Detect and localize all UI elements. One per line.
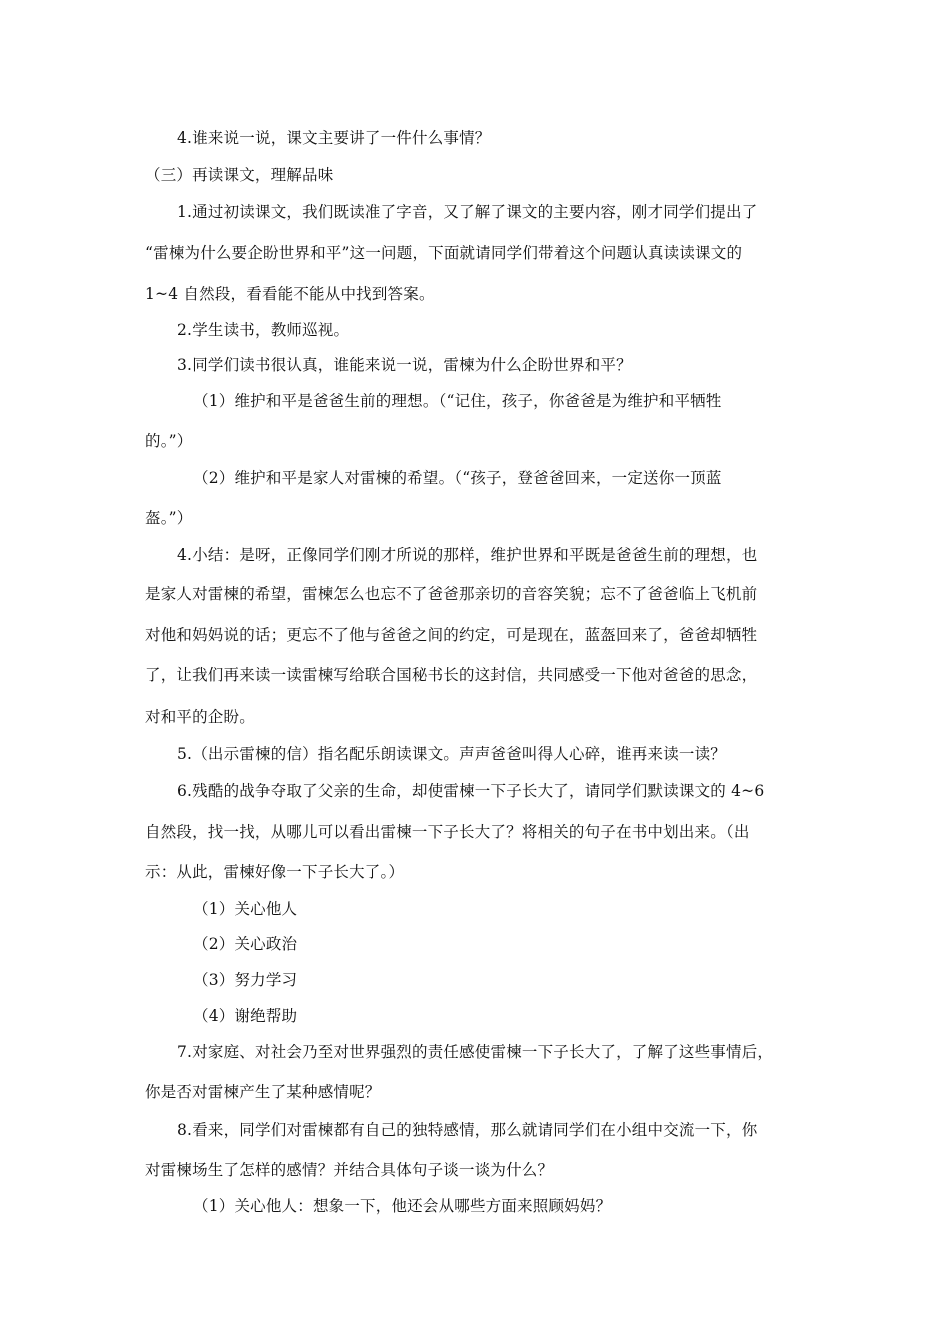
section-heading: （三）再读课文，理解品味 xyxy=(145,166,334,184)
text-line: 你是否对雷楝产生了某种感情呢？ xyxy=(145,1083,381,1101)
text-line: 5.（出示雷楝的信）指名配乐朗读课文。声声爸爸叫得人心碎，谁再来读一读？ xyxy=(177,745,726,763)
text-line: 3.同学们读书很认真，谁能来说一说，雷楝为什么企盼世界和平？ xyxy=(177,356,632,374)
text-line: （2）维护和平是家人对雷楝的希望。（“孩子，登爸爸回来，一定送你一顶蓝 xyxy=(193,469,722,487)
list-item: （2）关心政治 xyxy=(193,935,298,953)
list-item: （3）努力学习 xyxy=(193,971,298,989)
text-line: 1.通过初读课文，我们既读准了字音，又了解了课文的主要内容，刚才同学们提出了 xyxy=(177,203,758,221)
list-item: （4）谢绝帮助 xyxy=(193,1007,298,1025)
text-line: （1）关心他人：想象一下，他还会从哪些方面来照顾妈妈？ xyxy=(193,1197,612,1215)
text-line: 示：从此，雷楝好像一下子长大了。） xyxy=(145,863,405,881)
text-line: 对他和妈妈说的话；更忘不了他与爸爸之间的约定，可是现在，蓝盔回来了，爸爸却牺牲 xyxy=(145,626,758,644)
text-line: “雷楝为什么要企盼世界和平”这一问题，下面就请同学们带着这个问题认真读读课文的 xyxy=(145,244,743,262)
list-item: （1）关心他人 xyxy=(193,900,298,918)
text-line: 2.学生读书，教师巡视。 xyxy=(177,321,350,339)
text-line: 盔。”） xyxy=(145,509,193,527)
text-line: 对雷楝场生了怎样的感情？并结合具体句子谈一谈为什么？ xyxy=(145,1161,554,1179)
text-line: 8.看来，同学们对雷楝都有自己的独特感情，那么就请同学们在小组中交流一下，你 xyxy=(177,1121,758,1139)
text-line: 对和平的企盼。 xyxy=(145,708,255,726)
text-line: 是家人对雷楝的希望，雷楝怎么也忘不了爸爸那亲切的音容笑貌；忘不了爸爸临上飞机前 xyxy=(145,585,758,603)
text-line: （1）维护和平是爸爸生前的理想。（“记住，孩子，你爸爸是为维护和平牺牲 xyxy=(193,392,722,410)
text-line: 4.小结：是呀，正像同学们刚才所说的那样，维护世界和平既是爸爸生前的理想，也 xyxy=(177,546,758,564)
text-line: 1~4 自然段，看看能不能从中找到答案。 xyxy=(145,285,435,303)
text-line: 的。”） xyxy=(145,432,193,450)
text-line: 7.对家庭、对社会乃至对世界强烈的责任感使雷楝一下子长大了，了解了这些事情后， xyxy=(177,1043,774,1061)
text-line: 4.谁来说一说，课文主要讲了一件什么事情？ xyxy=(177,129,491,147)
text-line: 自然段，找一找，从哪儿可以看出雷楝一下子长大了？将相关的句子在书中划出来。（出 xyxy=(145,823,750,841)
text-line: 了，让我们再来读一读雷楝写给联合国秘书长的这封信，共同感受一下他对爸爸的思念， xyxy=(145,666,758,684)
text-line: 6.残酷的战争夺取了父亲的生命，却使雷楝一下子长大了，请同学们默读课文的 4~6 xyxy=(177,782,765,800)
